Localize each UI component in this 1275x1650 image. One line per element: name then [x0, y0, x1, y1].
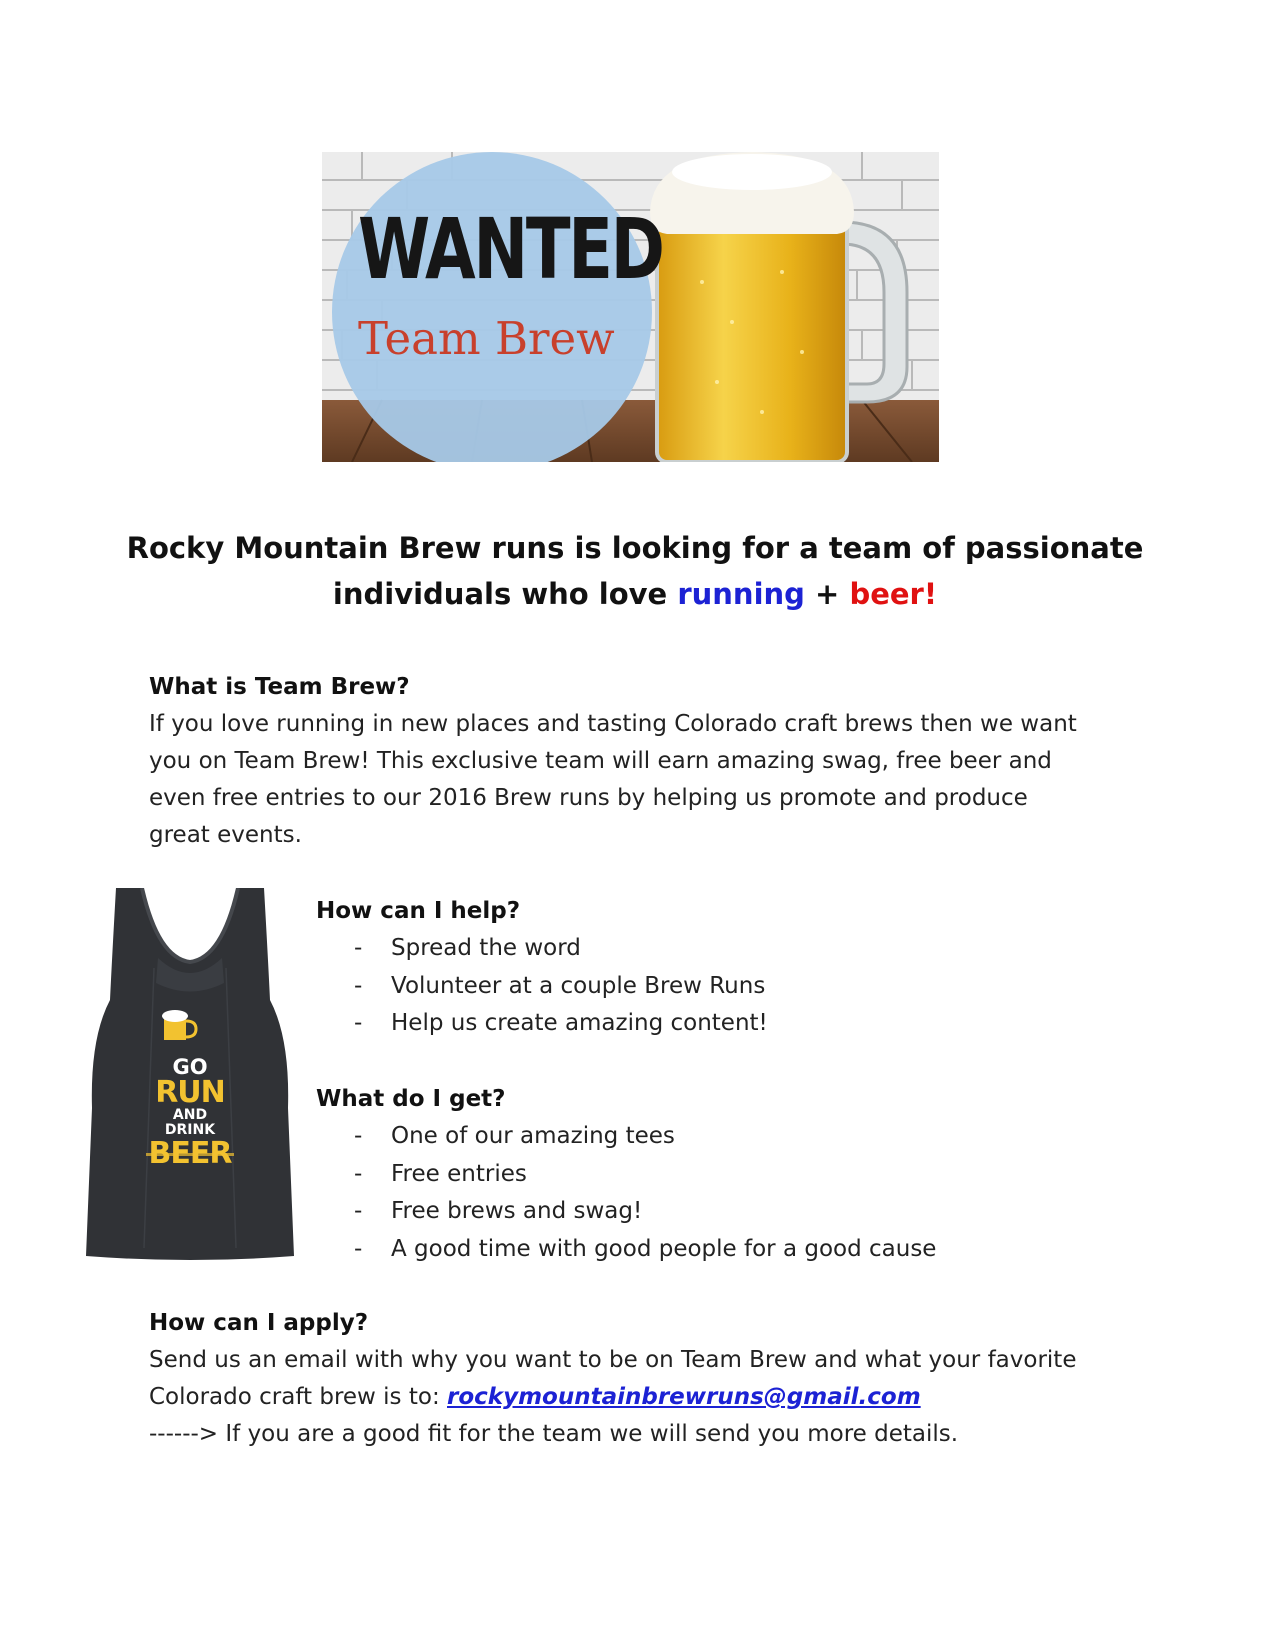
headline-plus: +	[815, 577, 840, 611]
list-item	[354, 1193, 936, 1231]
list-item	[354, 1231, 936, 1269]
what-get-heading: What do I get?	[316, 1086, 506, 1112]
list-item-text: Free brews and swag!	[391, 1198, 643, 1224]
bullet-dash: -	[354, 972, 363, 999]
headline-line-2-prefix: individuals who love	[332, 577, 668, 611]
email-link[interactable]: rockymountainbrewruns@gmail.com	[447, 1384, 921, 1410]
list-item	[354, 1005, 768, 1043]
tank-text-run: RUN	[155, 1075, 225, 1110]
apply-line-3: ------> If you are a good fit for the team we will send you more details.	[149, 1421, 959, 1447]
what-is-heading: What is Team Brew?	[149, 674, 410, 700]
what-get-list	[354, 1118, 936, 1268]
list-item-text: One of our amazing tees	[391, 1123, 675, 1149]
tank-text-go: GO	[172, 1055, 208, 1079]
bullet-dash: -	[354, 1235, 363, 1262]
list-item	[354, 1156, 936, 1194]
what-is-line: you on Team Brew! This exclusive team will earn amazing swag, free beer and	[149, 748, 1052, 774]
list-item-text: Volunteer at a couple Brew Runs	[391, 972, 766, 999]
bullet-dash: -	[354, 1123, 363, 1149]
what-is-line: great events.	[149, 822, 302, 848]
list-item-text: Help us create amazing content!	[391, 1010, 768, 1036]
banner-team-brew-text: Team Brew	[358, 312, 615, 365]
how-help-heading: How can I help?	[316, 898, 521, 924]
headline-line-1: Rocky Mountain Brew runs is looking for a team of passionate	[126, 531, 1144, 565]
apply-line-2-prefix: Colorado craft brew is to:	[149, 1384, 440, 1410]
headline-running: running	[677, 577, 805, 611]
wanted-team-brew-banner	[322, 152, 939, 462]
list-item-text: A good time with good people for a good cause	[391, 1235, 937, 1262]
list-item	[354, 930, 768, 968]
headline-beer: beer!	[849, 577, 938, 611]
apply-paragraph	[149, 1342, 1076, 1453]
bullet-dash: -	[354, 935, 363, 961]
tank-text-and: AND	[172, 1107, 208, 1123]
what-is-line: If you love running in new places and tasting Colorado craft brews then we want	[149, 711, 1077, 737]
list-item	[354, 968, 768, 1006]
tank-text-beer: BEER	[148, 1136, 232, 1171]
bullet-dash: -	[354, 1198, 363, 1224]
banner-artwork	[322, 152, 939, 462]
list-item	[354, 1118, 936, 1156]
what-is-line: even free entries to our 2016 Brew runs by helping us promote and produce	[149, 785, 1028, 811]
apply-heading: How can I apply?	[149, 1310, 369, 1336]
list-item-text: Free entries	[391, 1160, 527, 1187]
what-is-paragraph	[149, 706, 1077, 854]
bullet-dash: -	[354, 1160, 363, 1187]
how-help-list	[354, 930, 768, 1043]
page-headline	[120, 525, 1150, 617]
headline-line-2	[120, 571, 1150, 617]
banner-wanted-text: WANTED	[358, 200, 663, 298]
bullet-dash: -	[354, 1010, 363, 1036]
apply-line-1: Send us an email with why you want to be on Team Brew and what your favorite	[149, 1347, 1077, 1373]
list-item-text: Spread the word	[391, 935, 581, 961]
tank-text-drink: DRINK	[164, 1122, 216, 1138]
apply-line-2	[149, 1379, 1076, 1416]
